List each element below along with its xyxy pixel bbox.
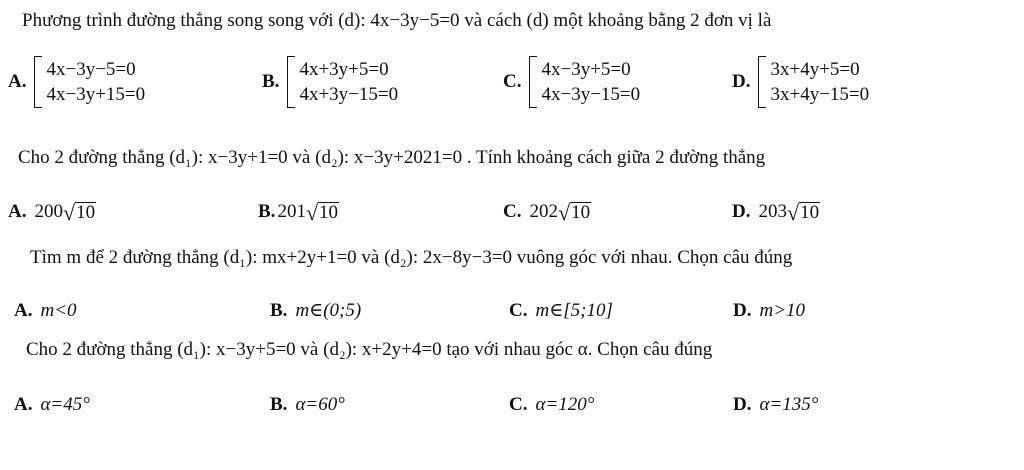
option-text: α=60° (295, 394, 345, 415)
option-label: A. (8, 201, 27, 222)
equation-line: 4x−3y−5=0 (46, 59, 136, 80)
option-label: D. (733, 394, 752, 415)
equation-system (758, 56, 869, 108)
question-stem: Tìm m để 2 đường thẳng (d₁): mx+2y+1=0 và (d₂): 2x−8y−3=0 vuông góc với nhau. Chọn câu đúng (30, 247, 793, 268)
option-label: D. (732, 71, 751, 92)
question-stem: Cho 2 đường thẳng (d₁): x−3y+1=0 và (d₂): x−3y+2021=0 . Tính khoảng cách giữa 2 đường thẳng (18, 147, 766, 168)
option-b (258, 200, 339, 224)
option-label: A. (14, 300, 33, 321)
option-label: A. (8, 71, 27, 92)
option-text: m∈[5;10] (535, 300, 613, 321)
option-c (503, 56, 640, 108)
option-label: D. (732, 201, 751, 222)
radicand: 10 (319, 201, 339, 223)
option-label: B. (270, 394, 288, 415)
left-bracket (529, 56, 537, 108)
option-coefficient: 202 (529, 201, 558, 222)
option-b (262, 56, 398, 108)
question-stem: Cho 2 đường thẳng (d₁): x−3y+5=0 và (d₂): x+2y+4=0 tạo với nhau góc α. Chọn câu đúng (26, 339, 713, 360)
equation-system (529, 56, 640, 108)
option-coefficient: 200 (34, 201, 63, 222)
option-coefficient: 203 (758, 201, 787, 222)
option-label: B. (258, 201, 276, 222)
option-c (509, 393, 594, 417)
equation-line: 4x+3y−15=0 (299, 84, 399, 105)
square-root: √ 10 (305, 199, 339, 225)
left-bracket (758, 56, 766, 108)
equation-line: 3x+4y−15=0 (770, 84, 870, 105)
option-label: B. (270, 300, 288, 321)
option-a (8, 56, 145, 108)
left-bracket (287, 56, 295, 108)
option-d (733, 393, 818, 417)
option-d (733, 299, 805, 323)
option-label: D. (733, 300, 752, 321)
option-label: C. (509, 300, 528, 321)
option-text: α=135° (759, 394, 819, 415)
option-text: α=45° (40, 394, 90, 415)
equation-system (34, 56, 145, 108)
option-a (8, 200, 96, 224)
option-d (732, 200, 820, 224)
question-stem: Phương trình đường thẳng song song với (d): 4x−3y−5=0 và cách (d) một khoảng bằng 2 đơn vị là (22, 10, 772, 31)
radicand: 10 (571, 201, 591, 223)
radicand: 10 (76, 201, 96, 223)
option-a (14, 393, 90, 417)
option-text: m<0 (40, 300, 77, 321)
square-root: √ 10 (62, 199, 96, 225)
option-label: C. (503, 201, 522, 222)
option-b (270, 393, 345, 417)
option-label: A. (14, 394, 33, 415)
equation-line: 4x−3y−15=0 (541, 84, 641, 105)
equation-line: 4x−3y+5=0 (541, 59, 631, 80)
option-text: α=120° (535, 394, 595, 415)
option-b (270, 299, 361, 323)
square-root: √ 10 (786, 199, 820, 225)
option-c (503, 200, 591, 224)
option-c (509, 299, 613, 323)
radicand: 10 (800, 201, 820, 223)
option-label: C. (509, 394, 528, 415)
option-text: m>10 (759, 300, 806, 321)
left-bracket (34, 56, 42, 108)
option-a (14, 299, 77, 323)
option-label: B. (262, 71, 280, 92)
option-text: m∈(0;5) (295, 300, 362, 321)
option-d (732, 56, 869, 108)
equation-line: 3x+4y+5=0 (770, 59, 860, 80)
equation-line: 4x+3y+5=0 (299, 59, 389, 80)
equation-system (287, 56, 398, 108)
square-root: √ 10 (557, 199, 591, 225)
option-coefficient: 201 (277, 201, 306, 222)
option-label: C. (503, 71, 522, 92)
equation-line: 4x−3y+15=0 (46, 84, 146, 105)
